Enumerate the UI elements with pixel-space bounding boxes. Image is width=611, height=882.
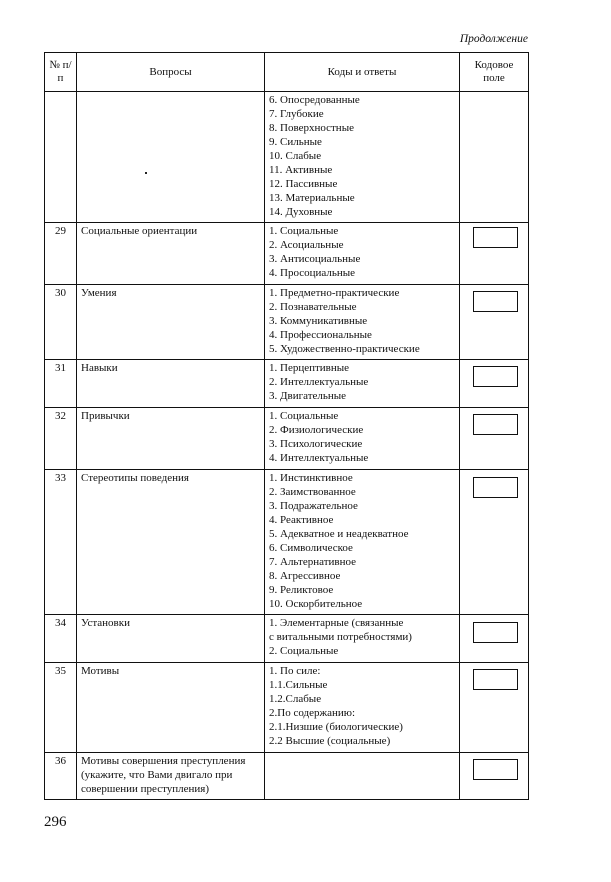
answer-option: 1. Перцептивные [269, 362, 350, 374]
answers-cell [265, 285, 460, 360]
row-number: 30 [45, 285, 77, 360]
table-row [45, 408, 529, 470]
answer-option: 1.2.Слабые [269, 693, 322, 705]
code-field-cell [460, 223, 529, 285]
answer-option: 2. Социальные [269, 645, 339, 657]
table-header-row [45, 53, 529, 92]
answer-option: 8. Агрессивное [269, 570, 341, 582]
answer-option: 10. Оскорбительное [269, 598, 363, 610]
code-field-cell [460, 408, 529, 470]
question-text: Мотивы [77, 663, 265, 753]
answer-option: 13. Материальные [269, 192, 355, 204]
table-row [45, 285, 529, 360]
answer-option: 1. Элементарные (связанные [269, 617, 404, 629]
table-row [45, 360, 529, 408]
code-input-box[interactable] [473, 477, 518, 498]
table-row [45, 470, 529, 615]
answer-option: 4. Интеллектуальные [269, 452, 369, 464]
answer-option: 7. Альтернативное [269, 556, 356, 568]
answer-option: 1. Социальные [269, 225, 339, 237]
answers-cell [265, 92, 460, 223]
answers-cell [265, 615, 460, 663]
answer-option: 3. Антисоциальные [269, 253, 361, 265]
question-text: Навыки [77, 360, 265, 408]
answers-cell [265, 470, 460, 615]
answer-option: 2.По содержанию: [269, 707, 356, 719]
answer-option: 10. Слабые [269, 150, 322, 162]
code-field-cell [460, 470, 529, 615]
answer-option: 6. Символическое [269, 542, 353, 554]
questionnaire-table [44, 52, 529, 800]
question-text: Стереотипы поведения [77, 470, 265, 615]
answer-option: 3. Психологические [269, 438, 363, 450]
answer-option: 2.2 Высшие (социальные) [269, 735, 391, 747]
question-text: Мотивы совершения преступления (укажите, что Вами двигало при совершении преступления) [77, 753, 265, 800]
table-row [45, 615, 529, 663]
answers-cell [265, 408, 460, 470]
code-input-box[interactable] [473, 227, 518, 248]
question-text: Установки [77, 615, 265, 663]
answer-option: 2. Заимствованное [269, 486, 356, 498]
answer-option: 1. Инстинктивное [269, 472, 353, 484]
row-number [45, 92, 77, 223]
table-row [45, 223, 529, 285]
answer-option: 2. Познавательные [269, 301, 357, 313]
code-input-box[interactable] [473, 414, 518, 435]
answer-option: 8. Поверхностные [269, 122, 354, 134]
table-row [45, 753, 529, 800]
answer-option: 1. По силе: [269, 665, 321, 677]
code-field-cell [460, 663, 529, 753]
answer-option: 7. Глубокие [269, 108, 324, 120]
table-row [45, 663, 529, 753]
answer-option: 1. Предметно-практические [269, 287, 400, 299]
question-text: Привычки [77, 408, 265, 470]
question-text: Социальные ориентации [77, 223, 265, 285]
row-number: 29 [45, 223, 77, 285]
table-row [45, 92, 529, 223]
answer-option: 3. Подражательное [269, 500, 358, 512]
page-number: 296 [44, 814, 67, 830]
header-answers: Коды и ответы [265, 53, 460, 92]
answers-cell [265, 663, 460, 753]
header-num: № п/п [45, 53, 77, 92]
answer-option: 4. Просоциальные [269, 267, 356, 279]
answer-option: 2.1.Низшие (биологические) [269, 721, 403, 733]
question-text [77, 92, 265, 223]
answer-option: 12. Пассивные [269, 178, 338, 190]
answer-option: 3. Двигательные [269, 390, 347, 402]
stray-dot [145, 172, 147, 174]
row-number: 34 [45, 615, 77, 663]
row-number: 35 [45, 663, 77, 753]
code-input-box[interactable] [473, 366, 518, 387]
code-field-cell [460, 285, 529, 360]
answer-option: 2. Интеллектуальные [269, 376, 369, 388]
code-input-box[interactable] [473, 291, 518, 312]
answer-option: 9. Реликтовое [269, 584, 334, 596]
answer-option: с витальными потребностями) [269, 631, 412, 643]
code-input-box[interactable] [473, 622, 518, 643]
row-number: 33 [45, 470, 77, 615]
answer-option: 5. Адекватное и неадекватное [269, 528, 409, 540]
answer-option: 9. Сильные [269, 136, 322, 148]
code-field-cell [460, 615, 529, 663]
code-input-box[interactable] [473, 759, 518, 780]
code-field-cell [460, 92, 529, 223]
code-field-cell [460, 753, 529, 800]
answer-option: 5. Художественно-практические [269, 343, 420, 355]
answer-option: 11. Активные [269, 164, 333, 176]
row-number: 32 [45, 408, 77, 470]
answer-option: 4. Реактивное [269, 514, 334, 526]
header-questions: Вопросы [77, 53, 265, 92]
question-text: Умения [77, 285, 265, 360]
answer-option: 3. Коммуникативные [269, 315, 368, 327]
answers-cell [265, 360, 460, 408]
answer-option: 4. Профессиональные [269, 329, 372, 341]
header-code-field: Кодовое поле [460, 53, 529, 92]
answers-cell [265, 753, 460, 800]
code-input-box[interactable] [473, 669, 518, 690]
answer-option: 1.1.Сильные [269, 679, 328, 691]
answer-option: 2. Асоциальные [269, 239, 344, 251]
continuation-label: Продолжение [459, 33, 528, 45]
answer-option: 6. Опосредованные [269, 94, 360, 106]
code-field-cell [460, 360, 529, 408]
row-number: 36 [45, 753, 77, 800]
answer-option: 2. Физиологические [269, 424, 364, 436]
row-number: 31 [45, 360, 77, 408]
answers-cell [265, 223, 460, 285]
answer-option: 1. Социальные [269, 410, 339, 422]
answer-option: 14. Духовные [269, 206, 333, 218]
